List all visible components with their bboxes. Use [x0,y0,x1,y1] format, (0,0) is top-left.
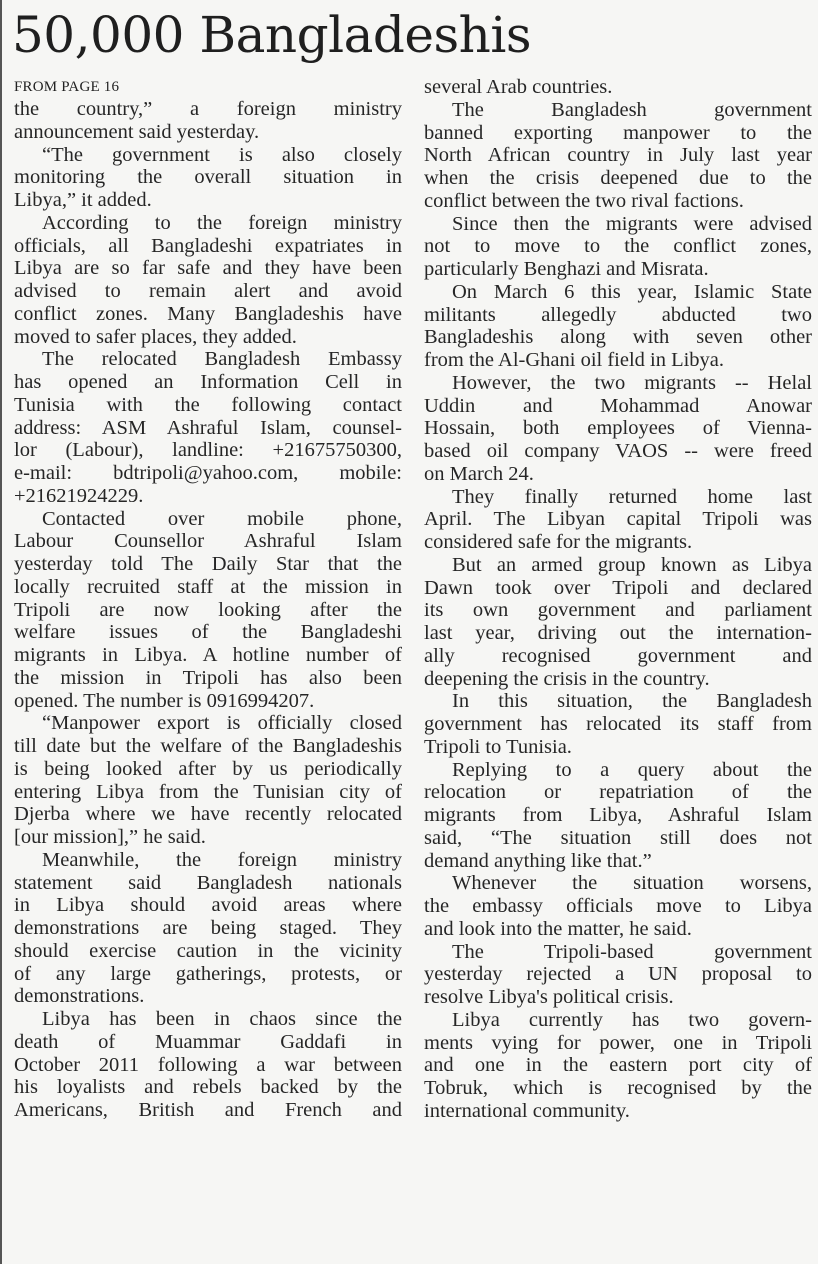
text-line: According to the foreign ministry [42,211,402,234]
text-line: and look into the matter, he said. [424,917,692,940]
text-line: international community. [424,1099,630,1122]
text-line: demonstrations. [14,985,145,1008]
text-line: Tripoli are now looking after the [14,598,402,621]
text-line: the embassy officials move to Libya [424,895,812,917]
text-line: demand anything like that.” [424,849,652,872]
text-line: In this situation, the Bangladesh [452,690,812,713]
text-line: Tripoli to Tunisia. [424,735,572,758]
text-line: last year, driving out the internation- [424,622,812,644]
text-line: has opened an Information Cell in [14,371,402,393]
text-line: lor (Labour), landline: +21675750300, [14,439,402,462]
text-line: in Libya should avoid areas where [14,894,402,917]
article-paragraph [424,941,812,1009]
text-line: relocation or repatriation of the [424,781,812,804]
text-line: the mission in Tripoli has also been [14,666,402,689]
text-line: militants allegedly abducted two [424,303,812,326]
text-line: when the crisis deepened due to the [424,167,812,189]
article-paragraph [424,872,812,940]
text-line: should exercise caution in the vicinity [14,939,402,962]
text-line: from the Al-Ghani oil field in Libya. [424,349,725,371]
text-line: [our mission],” he said. [14,826,206,848]
text-line: welfare issues of the Bangladeshi [14,621,402,644]
article-paragraph [424,690,812,758]
text-line: However, the two migrants -- Helal [452,371,812,394]
text-line: Labour Counsellor Ashraful Islam [14,530,402,553]
article-paragraph [424,99,812,213]
text-line: not to move to the conflict zones, [424,235,812,258]
article-column-left [14,76,402,1122]
article-headline: 50,000 Bangladeshis [12,6,532,64]
text-line: Meanwhile, the foreign ministry [42,848,402,871]
article-paragraph [424,1009,812,1123]
text-line: migrants in Libya. A hotline number of [14,644,402,666]
text-line: Bangladeshis along with seven other [424,326,812,349]
article-column-right [424,76,812,1123]
text-line: The Bangladesh government [452,98,812,121]
article-paragraph [14,212,402,349]
text-line: Contacted over mobile phone, [42,507,402,530]
article-paragraph [14,849,402,1008]
article-paragraph [14,712,402,849]
text-line: Uddin and Mohammad Anowar [424,394,812,417]
text-line: Dawn took over Tripoli and declared [424,576,812,599]
text-line: The Tripoli-based government [452,940,812,963]
article-paragraph [14,508,402,713]
text-line: Americans, British and French and [14,1099,402,1121]
article-paragraph [424,76,812,99]
text-line: monitoring the overall situation in [14,166,402,189]
article-paragraph [14,1008,402,1122]
text-line: On March 6 this year, Islamic State [452,280,812,303]
article-paragraph [424,759,812,873]
text-line: demonstrations are being staged. They [14,917,402,939]
text-line: Whenever the situation worsens, [452,872,812,895]
text-line: resolve Libya's political crisis. [424,986,674,1008]
article-paragraph [424,281,812,372]
text-line: his loyalists and rebels backed by the [14,1076,402,1099]
text-line: They finally returned home last [452,485,812,508]
text-line: and one in the eastern port city of [424,1054,812,1077]
text-line: migrants from Libya, Ashraful Islam [424,804,812,826]
article-paragraph [424,486,812,554]
text-line: But an armed group known as Libya [452,553,812,576]
text-line: +21621924229. [14,484,144,507]
text-line: is being looked after by us periodically [14,757,402,780]
text-line: address: ASM Ashraful Islam, counsel- [14,416,402,439]
text-line: the country,” a foreign ministry [14,98,402,120]
text-line: locally recruited staff at the mission in [14,575,402,598]
text-line: announcement said yesterday. [14,120,260,143]
page-left-border [0,0,2,1264]
text-line: of any large gatherings, protests, or [14,962,402,985]
text-line: ally recognised government and [424,644,812,667]
article-paragraph [14,144,402,212]
article-paragraph [14,98,402,144]
text-line: deepening the crisis in the country. [424,667,710,690]
text-line: government has relocated its staff from [424,713,812,735]
text-line: Hossain, both employees of Vienna- [424,417,812,440]
text-line: Replying to a query about the [452,758,812,781]
article-paragraph [424,372,812,486]
text-line: till date but the welfare of the Bangladeshis [14,735,402,757]
text-line: The relocated Bangladesh Embassy [42,348,402,371]
text-line: death of Muammar Gaddafi in [14,1030,402,1053]
text-line: statement said Bangladesh nationals [14,871,402,894]
text-line: conflict zones. Many Bangladeshis have [14,302,402,325]
article-paragraph [424,213,812,281]
text-line: October 2011 following a war between [14,1053,402,1076]
text-line: e-mail: bdtripoli@yahoo.com, mobile: [14,462,402,484]
text-line: entering Libya from the Tunisian city of [14,780,402,803]
text-line: ments vying for power, one in Tripoli [424,1031,812,1054]
text-line: Libya has been in chaos since the [42,1008,402,1030]
text-line: based oil company VAOS -- were freed [424,440,812,462]
jump-label: FROM PAGE 16 [14,79,120,95]
text-line: particularly Benghazi and Misrata. [424,258,709,280]
text-line: “Manpower export is officially closed [42,712,402,735]
text-line: said, “The situation still does not [424,826,812,849]
text-line: several Arab countries. [424,76,613,98]
text-line: on March 24. [424,462,534,485]
text-line: yesterday told The Daily Star that the [14,553,402,575]
column-body [14,98,402,1122]
text-line: conflict between the two rival factions. [424,189,744,212]
text-line: Djerba where we have recently relocated [14,803,402,826]
text-line: moved to safer places, they added. [14,325,297,348]
text-line: Libya,” it added. [14,189,152,211]
text-line: Tunisia with the following contact [14,393,402,416]
article-paragraph [14,348,402,507]
text-line: advised to remain alert and avoid [14,280,402,302]
column-body [424,76,812,1123]
article-paragraph [424,554,812,691]
text-line: its own government and parliament [424,599,812,622]
text-line: Tobruk, which is recognised by the [424,1077,812,1099]
text-line: Since then the migrants were advised [452,212,812,235]
text-line: officials, all Bangladeshi expatriates in [14,234,402,257]
text-line: North African country in July last year [424,144,812,167]
text-line: opened. The number is 0916994207. [14,689,315,712]
text-line: Libya are so far safe and they have been [14,257,402,280]
text-line: Libya currently has two govern- [452,1008,812,1031]
text-line: “The government is also closely [42,143,402,166]
text-line: April. The Libyan capital Tripoli was [424,508,812,531]
text-line: yesterday rejected a UN proposal to [424,963,812,986]
text-line: considered safe for the migrants. [424,531,693,553]
text-line: banned exporting manpower to the [424,121,812,144]
